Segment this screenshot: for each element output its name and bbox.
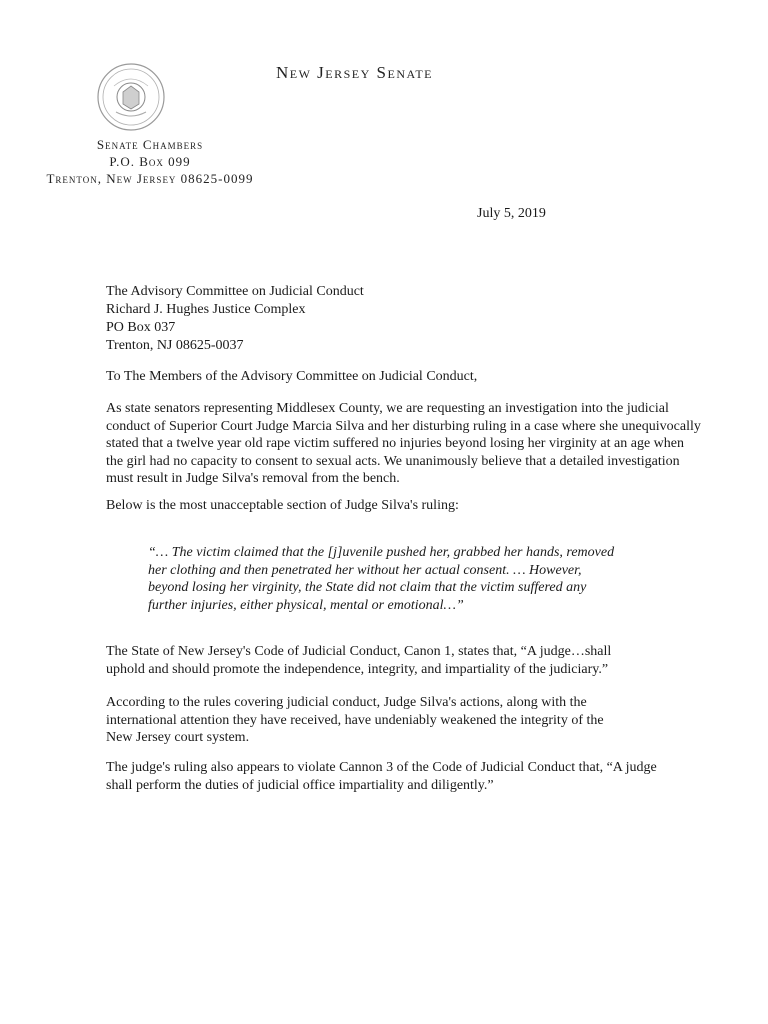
recipient-line: The Advisory Committee on Judicial Conduct (106, 284, 364, 299)
body-paragraph: According to the rules covering judicial conduct, Judge Silva's actions, along with the international attention they have received, have undeniably weakened the integrity of the New Jersey court system. (106, 695, 604, 745)
seal-emblem-icon (96, 62, 166, 132)
recipient-line: Trenton, NJ 08625-0037 (106, 338, 244, 353)
letterhead-title: New Jersey Senate (276, 63, 433, 82)
salutation: To The Members of the Advisory Committee on Judicial Conduct, (106, 369, 478, 384)
return-address-line: P.O. Box 099 (109, 154, 191, 169)
body-paragraph: Below is the most unacceptable section of Judge Silva's ruling: (106, 498, 459, 513)
letter-date: July 5, 2019 (477, 206, 546, 221)
body-paragraph: The judge's ruling also appears to violate Cannon 3 of the Code of Judicial Conduct that, “A judge shall perform the duties of judicial office impartiality and diligently.” (106, 760, 657, 793)
state-seal (96, 62, 166, 132)
recipient-line: PO Box 037 (106, 320, 176, 335)
return-address (20, 136, 280, 187)
body-paragraph: The State of New Jersey's Code of Judicial Conduct, Canon 1, states that, “A judge…shall uphold and should promote the independence, integrity, and impartiality of the judiciary.” (106, 644, 612, 677)
return-address-line: Senate Chambers (96, 137, 204, 152)
recipient-line: Richard J. Hughes Justice Complex (106, 302, 306, 317)
ruling-quote: “… The victim claimed that the [j]uvenile pushed her, grabbed her hands, removed her clothing and then penetrated her without her actual consent. … However, beyond losing her virginity, the State did not claim that the victim suffered any further injuries, either physical, mental or emotional…” (148, 545, 615, 613)
recipient-address (106, 283, 364, 355)
body-paragraph: As state senators representing Middlesex County, we are requesting an investigation into the judicial conduct of Superior Court Judge Marcia Silva and her disturbing ruling in a case where she unequivocally stated that a twelve year old rape victim suffered no injuries beyond losing her virginity at an age when the girl had no capacity to consent to sexual acts. We unanimously believe that a detailed investigation must result in Judge Silva's removal from the bench. (106, 401, 701, 486)
return-address-line: Trenton, New Jersey 08625-0099 (46, 171, 254, 186)
